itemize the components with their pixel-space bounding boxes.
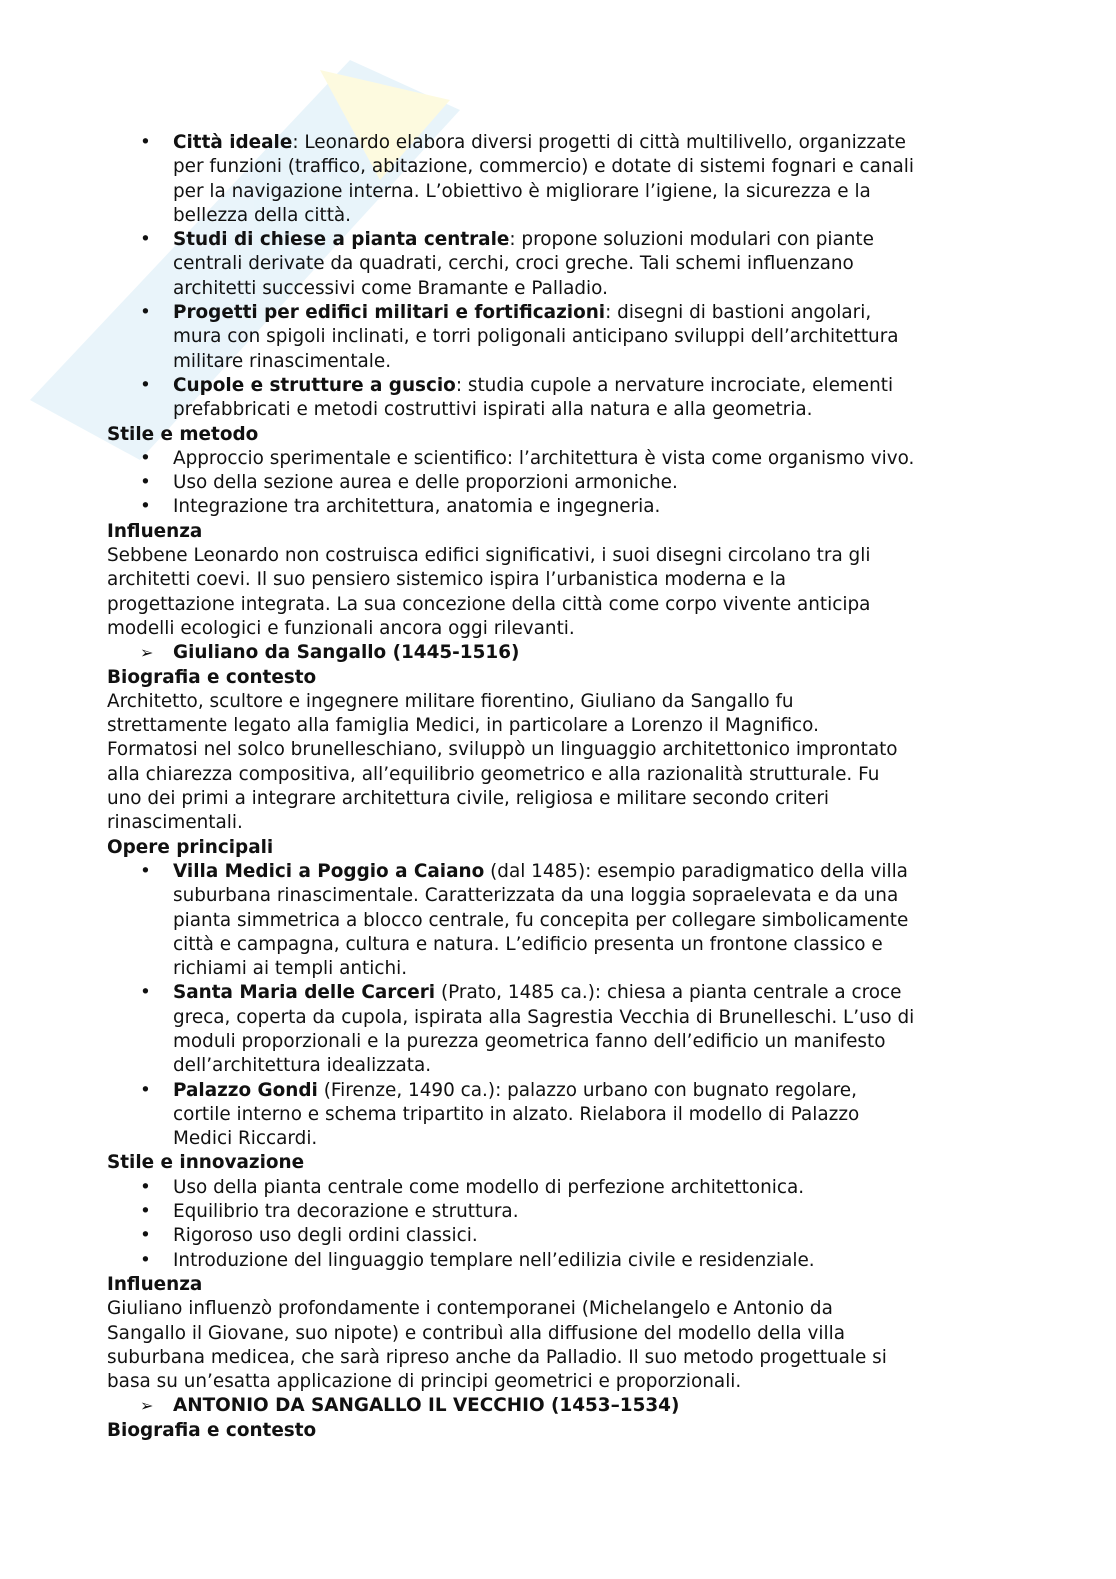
bullet-icon: • [140, 1079, 151, 1101]
line-text: modelli ecologici e funzionali ancora oggi rilevanti. [107, 617, 575, 639]
bullet-icon: • [140, 302, 151, 324]
bullet-item [107, 1200, 914, 1224]
bullet-item [107, 1176, 914, 1200]
bullet-icon: • [140, 132, 151, 153]
text-line [107, 301, 914, 325]
line-text: architetti coevi. Il suo pensiero sistemico ispira l’urbanistica moderna e la [107, 569, 787, 591]
line-text: per funzioni (traffico, abitazione, commercio) e dotate di sistemi fognari e canali [173, 156, 914, 178]
bullet-term: Città ideale [173, 132, 293, 153]
text-line [107, 593, 914, 617]
text-line [107, 520, 914, 544]
text-line [107, 568, 914, 592]
text-line [107, 1103, 914, 1127]
document-body [107, 131, 914, 1443]
text-line [107, 860, 914, 884]
text-line [107, 350, 914, 374]
line-text: : disegni di bastioni angolari, [605, 302, 872, 324]
text-line [107, 738, 914, 762]
line-text: centrali derivate da quadrati, cerchi, croci greche. Tali schemi influenzano [173, 253, 854, 275]
text-line [107, 423, 914, 447]
text-line [107, 1200, 914, 1224]
line-text: pianta simmetrica a blocco centrale, fu concepita per collegare simbolicamente [173, 909, 909, 931]
bullet-item [107, 1249, 914, 1273]
line-text: Giuliano influenzò profondamente i contemporanei (Michelangelo e Antonio da [107, 1298, 833, 1320]
text-line [107, 641, 914, 665]
bullet-term: Villa Medici a Poggio a Caiano [173, 860, 485, 882]
line-text: per la navigazione interna. L’obiettivo è migliorare l’igiene, la sicurezza e la [173, 180, 871, 202]
text-line [107, 1346, 914, 1370]
text-line [107, 1030, 914, 1054]
text-line [107, 690, 914, 714]
bullet-item [107, 447, 914, 471]
text-line [107, 909, 914, 933]
text-line [107, 447, 914, 471]
paragraph [107, 690, 914, 836]
line-text: militare rinascimentale. [173, 350, 392, 372]
section-heading [107, 1273, 914, 1297]
text-line [107, 544, 914, 568]
text-line [107, 666, 914, 690]
line-text: Architetto, scultore e ingegnere militare fiorentino, Giuliano da Sangallo fu [107, 690, 794, 712]
bullet-term: Palazzo Gondi [173, 1079, 318, 1101]
bullet-item [107, 981, 914, 1078]
section-heading [107, 1419, 914, 1443]
line-text: rinascimentali. [107, 812, 243, 834]
text-line [107, 1394, 914, 1418]
line-text: : Leonardo elabora diversi progetti di città multilivello, organizzate [292, 132, 906, 153]
line-text: Approccio sperimentale e scientifico: l’architettura è vista come organismo vivo. [173, 447, 915, 469]
paragraph [107, 544, 914, 641]
text-line [107, 1127, 914, 1151]
bullet-icon: • [140, 860, 151, 882]
line-text: Influenza [107, 1273, 203, 1295]
line-text: progettazione integrata. La sua concezione della città come corpo vivente anticipa [107, 593, 871, 615]
line-text: Stile e metodo [107, 423, 259, 445]
bullet-icon: • [140, 982, 151, 1004]
bullet-item [107, 860, 914, 981]
text-line [107, 957, 914, 981]
line-text: ANTONIO DA SANGALLO IL VECCHIO (1453–1534) [173, 1395, 680, 1417]
line-text: basa su un’esatta applicazione di principi geometrici e proporzionali. [107, 1371, 742, 1393]
line-text: Opere principali [107, 836, 274, 858]
text-line [107, 155, 914, 179]
line-text: architetti successivi come Bramante e Palladio. [173, 277, 608, 299]
line-text: prefabbricati e metodi costruttivi ispirati alla natura e alla geometria. [173, 399, 813, 421]
line-text: : studia cupole a nervature incrociate, elementi [455, 374, 894, 396]
subsection-heading [107, 641, 914, 665]
bullet-icon: • [140, 472, 151, 494]
text-line [107, 398, 914, 422]
bullet-item [107, 301, 914, 374]
bullet-term: Progetti per edifici militari e fortificazioni [173, 302, 606, 324]
line-text: Sangallo il Giovane, suo nipote) e contribuì alla diffusione del modello della villa [107, 1322, 845, 1344]
text-line [107, 981, 914, 1005]
line-text: Integrazione tra architettura, anatomia e ingegneria. [173, 496, 661, 518]
line-text: Uso della pianta centrale come modello di perfezione architettonica. [173, 1176, 805, 1198]
text-line [107, 763, 914, 787]
text-line [107, 1249, 914, 1273]
line-text: richiami ai templi antichi. [173, 958, 408, 980]
text-line [107, 1079, 914, 1103]
line-text: uno dei primi a integrare architettura civile, religiosa e militare secondo criteri [107, 788, 829, 810]
line-text: Biografia e contesto [107, 1419, 317, 1441]
bullet-item [107, 471, 914, 495]
line-text: (Firenze, 1490 ca.): palazzo urbano con bugnato regolare, [317, 1079, 857, 1101]
text-line [107, 495, 914, 519]
text-line [107, 714, 914, 738]
subsection-heading [107, 1394, 914, 1418]
text-line [107, 1370, 914, 1394]
line-text: : propone soluzioni modulari con piante [509, 229, 874, 251]
line-text: suburbana medicea, che sarà ripreso anche da Palladio. Il suo metodo progettuale si [107, 1346, 887, 1368]
line-text: Giuliano da Sangallo (1445-1516) [173, 642, 520, 664]
line-text: città e campagna, cultura e natura. L’edificio presenta un frontone classico e [173, 933, 883, 955]
line-text: Biografia e contesto [107, 666, 317, 688]
line-text: Medici Riccardi. [173, 1128, 318, 1150]
line-text: Sebbene Leonardo non costruisca edifici significativi, i suoi disegni circolano tra gli [107, 545, 871, 567]
text-line [107, 1054, 914, 1078]
text-line [107, 180, 914, 204]
bullet-item [107, 1079, 914, 1152]
line-text: Influenza [107, 520, 203, 542]
text-line [107, 325, 914, 349]
bullet-icon: • [140, 1249, 151, 1271]
bullet-icon: • [140, 1201, 151, 1223]
text-line [107, 204, 914, 228]
line-text: Introduzione del linguaggio templare nell’edilizia civile e residenziale. [173, 1249, 815, 1271]
text-line [107, 836, 914, 860]
text-line [107, 277, 914, 301]
line-text: mura con spigoli inclinati, e torri poligonali anticipano sviluppi dell’architettura [173, 326, 899, 348]
text-line [107, 1322, 914, 1346]
text-line [107, 1419, 914, 1443]
text-line [107, 471, 914, 495]
text-line [107, 884, 914, 908]
text-line [107, 1224, 914, 1248]
line-text: dell’architettura idealizzata. [173, 1055, 432, 1077]
line-text: cortile interno e schema tripartito in alzato. Rielabora il modello di Palazzo [173, 1103, 860, 1125]
bullet-icon: • [140, 1176, 151, 1198]
bullet-icon: • [140, 374, 151, 396]
bullet-term: Studi di chiese a pianta centrale [173, 229, 510, 251]
text-line [107, 374, 914, 398]
arrow-bullet-icon: ➢ [140, 1396, 154, 1416]
text-line [107, 1273, 914, 1297]
paragraph [107, 1297, 914, 1394]
line-text: Formatosi nel solco brunelleschiano, sviluppò un linguaggio architettonico improntato [107, 739, 898, 761]
bullet-item [107, 1224, 914, 1248]
bullet-icon: • [140, 496, 151, 518]
bullet-icon: • [140, 1225, 151, 1247]
section-heading [107, 520, 914, 544]
line-text: Rigoroso uso degli ordini classici. [173, 1225, 478, 1247]
text-line [107, 228, 914, 252]
line-text: alla chiarezza compositiva, all’equilibrio geometrico e alla razionalità strutturale. Fu [107, 763, 880, 785]
line-text: greca, coperta da cupola, ispirata alla Sagrestia Vecchia di Brunelleschi. L’uso di [173, 1006, 915, 1028]
bullet-item [107, 495, 914, 519]
line-text: suburbana rinascimentale. Caratterizzata da una loggia sopraelevata e da una [173, 885, 899, 907]
text-line [107, 1176, 914, 1200]
text-line [107, 131, 914, 155]
line-text: moduli proporzionali e la purezza geometrica fanno dell’edificio un manifesto [173, 1030, 886, 1052]
arrow-bullet-icon: ➢ [140, 643, 154, 663]
bullet-icon: • [140, 229, 151, 251]
bullet-icon: • [140, 447, 151, 469]
bullet-item [107, 228, 914, 301]
text-line [107, 933, 914, 957]
line-text: Stile e innovazione [107, 1152, 305, 1174]
bullet-term: Santa Maria delle Carceri [173, 982, 436, 1004]
text-line [107, 617, 914, 641]
line-text: Uso della sezione aurea e delle proporzioni armoniche. [173, 472, 678, 494]
line-text: bellezza della città. [173, 204, 352, 226]
text-line [107, 1006, 914, 1030]
section-heading [107, 666, 914, 690]
section-heading [107, 423, 914, 447]
bullet-term: Cupole e strutture a guscio [173, 374, 456, 396]
text-line [107, 811, 914, 835]
text-line [107, 252, 914, 276]
text-line [107, 787, 914, 811]
bullet-item [107, 131, 914, 228]
bullet-item [107, 374, 914, 423]
line-text: (dal 1485): esempio paradigmatico della villa [484, 860, 908, 882]
text-line [107, 1297, 914, 1321]
section-heading [107, 836, 914, 860]
line-text: strettamente legato alla famiglia Medici, in particolare a Lorenzo il Magnifico. [107, 715, 819, 737]
section-heading [107, 1151, 914, 1175]
line-text: Equilibrio tra decorazione e struttura. [173, 1201, 519, 1223]
text-line [107, 1151, 914, 1175]
line-text: (Prato, 1485 ca.): chiesa a pianta centrale a croce [435, 982, 902, 1004]
